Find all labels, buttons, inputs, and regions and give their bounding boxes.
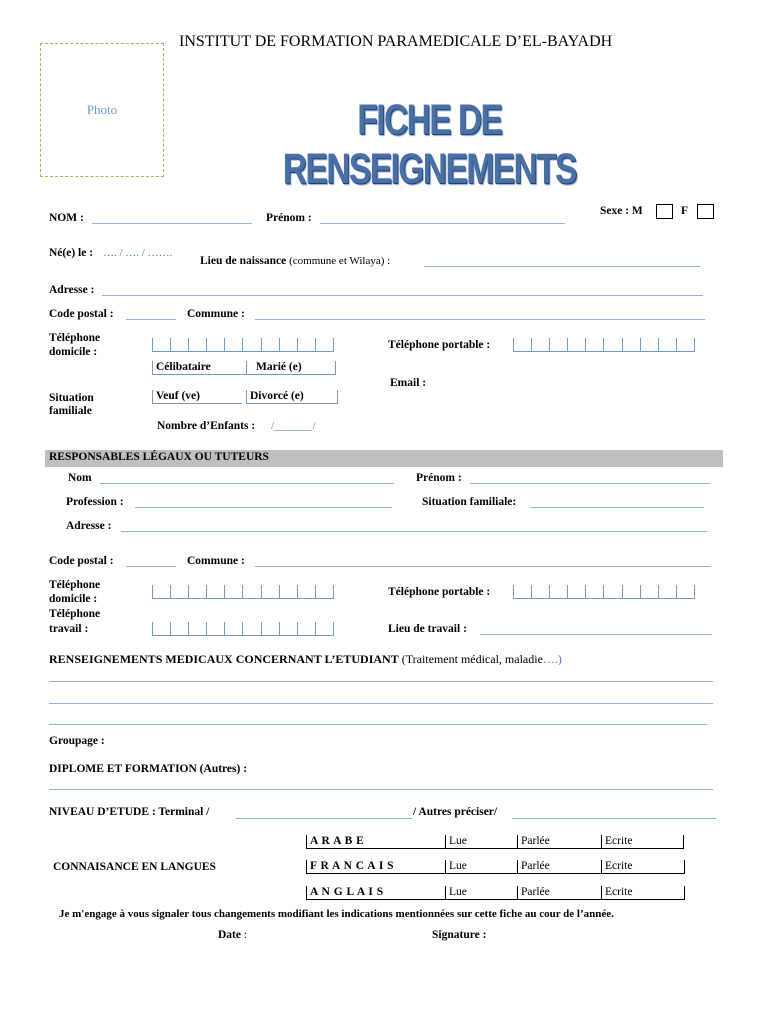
- niveau-terminal-field[interactable]: [236, 818, 412, 819]
- tel-portable-label: Téléphone portable :: [388, 339, 491, 351]
- tuteur-tel-trav-label-2: travail :: [49, 623, 89, 635]
- tuteur-adresse-field[interactable]: [121, 531, 707, 532]
- tuteur-commune-field[interactable]: [255, 566, 711, 567]
- tuteur-nom-label: Nom: [68, 472, 92, 484]
- tel-domicile-field[interactable]: [152, 338, 334, 352]
- groupage-label: Groupage :: [49, 735, 105, 747]
- lieu-naissance-note: (commune et Wilaya) :: [289, 255, 391, 267]
- parlee-option[interactable]: Parlée: [517, 886, 601, 900]
- tuteur-prenom-label: Prénom :: [416, 472, 462, 484]
- medical-line-3[interactable]: [49, 724, 707, 725]
- lieu-naissance-label: [200, 255, 390, 267]
- lue-option[interactable]: Lue: [445, 860, 517, 874]
- tuteur-tel-port-field[interactable]: [513, 585, 695, 599]
- situation-label-2: familiale: [49, 405, 92, 417]
- section-tuteurs: [45, 450, 723, 467]
- date-colon: :: [241, 929, 248, 941]
- birth-date-field[interactable]: …. / …. / …….: [103, 247, 173, 259]
- code-postal-field[interactable]: [126, 319, 176, 320]
- ecrite-option[interactable]: Ecrite: [601, 886, 685, 900]
- medical-line-1[interactable]: [49, 681, 713, 682]
- niveau-autres-label: / Autres préciser/: [413, 806, 498, 818]
- page-title: FICHE DE RENSEIGNEMENTS: [282, 96, 576, 193]
- tuteur-code-postal-field[interactable]: [126, 566, 176, 567]
- niveau-label: NIVEAU D’ETUDE : Terminal /: [49, 806, 210, 818]
- lieu-naissance-field[interactable]: [424, 266, 700, 267]
- tuteur-commune-label: Commune :: [187, 555, 245, 567]
- divorce-option[interactable]: [246, 390, 338, 404]
- adresse-label: Adresse :: [49, 284, 95, 296]
- medical-line-2[interactable]: [49, 703, 713, 704]
- enfants-label: Nombre d’Enfants :: [157, 420, 256, 432]
- nom-field[interactable]: [92, 223, 252, 224]
- tuteur-tel-trav-field[interactable]: [152, 622, 334, 636]
- langue-name: A N G L A I S: [306, 886, 445, 900]
- veuf-option[interactable]: [152, 390, 242, 404]
- enfants-field[interactable]: /_______/: [271, 420, 316, 432]
- parlee-option[interactable]: Parlée: [517, 835, 601, 849]
- email-label: Email :: [390, 377, 427, 389]
- parlee-option[interactable]: Parlée: [517, 860, 601, 874]
- lue-option[interactable]: Lue: [445, 835, 517, 849]
- sexe-f-checkbox[interactable]: [697, 204, 714, 219]
- celibataire-label: Célibataire: [156, 361, 211, 373]
- prenom-field[interactable]: [320, 223, 565, 224]
- tuteur-situation-label: Situation familiale:: [422, 496, 517, 508]
- lieu-naissance-text: Lieu de naissance: [200, 255, 287, 267]
- tuteur-tel-dom-label-2: domicile :: [49, 593, 98, 605]
- profession-field[interactable]: [135, 507, 392, 508]
- diplome-label: DIPLOME ET FORMATION (Autres) :: [49, 763, 248, 775]
- veuf-label: Veuf (ve): [156, 390, 200, 402]
- tuteur-tel-trav-label-1: Téléphone: [49, 608, 101, 620]
- situation-label-1: Situation: [49, 392, 94, 404]
- marie-label: Marié (e): [256, 361, 302, 373]
- tel-domicile-label-1: Téléphone: [49, 332, 101, 344]
- tuteur-tel-dom-field[interactable]: [152, 585, 334, 599]
- signature-label: Signature :: [432, 929, 487, 941]
- tel-domicile-label-2: domicile :: [49, 346, 98, 358]
- tuteur-code-postal-label: Code postal :: [49, 555, 114, 567]
- institute-name: INSTITUT DE FORMATION PARAMEDICALE D’EL-BAYADH: [179, 33, 613, 50]
- langue-name: A R A B E: [306, 835, 445, 849]
- commune-field[interactable]: [255, 319, 705, 320]
- medical-note: (Traitement médical, maladie: [401, 652, 543, 666]
- photo-placeholder: Photo: [86, 102, 118, 117]
- sexe-m-checkbox[interactable]: [656, 204, 673, 219]
- medical-title: RENSEIGNEMENTS MEDICAUX CONCERNANT L’ETUDIANT: [49, 652, 399, 666]
- photo-box: [40, 43, 164, 177]
- section-tuteurs-title: RESPONSABLES LÉGAUX OU TUTEURS: [49, 451, 269, 463]
- ecrite-option[interactable]: Ecrite: [601, 835, 684, 849]
- langues-title: CONNAISANCE EN LANGUES: [53, 861, 216, 873]
- tuteur-tel-port-label: Téléphone portable :: [388, 586, 491, 598]
- sexe-f-label: F: [681, 205, 689, 217]
- medical-heading: [49, 652, 562, 667]
- code-postal-label: Code postal :: [49, 308, 114, 320]
- tel-portable-field[interactable]: [513, 338, 695, 352]
- lue-option[interactable]: Lue: [445, 886, 517, 900]
- tuteur-tel-dom-label-1: Téléphone: [49, 579, 101, 591]
- celibataire-option[interactable]: [152, 361, 246, 375]
- tuteur-situation-field[interactable]: [531, 507, 704, 508]
- profession-label: Profession :: [66, 496, 124, 508]
- niveau-autres-field[interactable]: [512, 818, 716, 819]
- langue-name: F R A N C A I S: [306, 860, 445, 874]
- lieu-travail-label: Lieu de travail :: [388, 623, 467, 635]
- sexe-label: Sexe : M: [600, 205, 643, 217]
- nom-label: NOM :: [49, 212, 84, 224]
- tuteur-nom-field[interactable]: [100, 483, 394, 484]
- date-text: Date: [218, 929, 241, 941]
- tuteur-adresse-label: Adresse :: [66, 520, 112, 532]
- medical-note-end: ….): [542, 652, 562, 666]
- commune-label: Commune :: [187, 308, 245, 320]
- lieu-travail-field[interactable]: [480, 634, 712, 635]
- diplome-field[interactable]: [49, 789, 713, 790]
- prenom-label: Prénom :: [266, 212, 312, 224]
- divorce-label: Divorcé (e): [250, 390, 304, 402]
- ecrite-option[interactable]: Ecrite: [601, 860, 685, 874]
- tuteur-prenom-field[interactable]: [470, 483, 710, 484]
- ne-le-label: Né(e) le :: [49, 247, 94, 259]
- date-label: [218, 929, 247, 941]
- engagement-text: Je m'engage à vous signaler tous changements modifiant les indications mentionnées sur cette fiche au cour de l’année.: [59, 908, 614, 920]
- marie-option[interactable]: [246, 361, 336, 375]
- adresse-field[interactable]: [102, 295, 703, 296]
